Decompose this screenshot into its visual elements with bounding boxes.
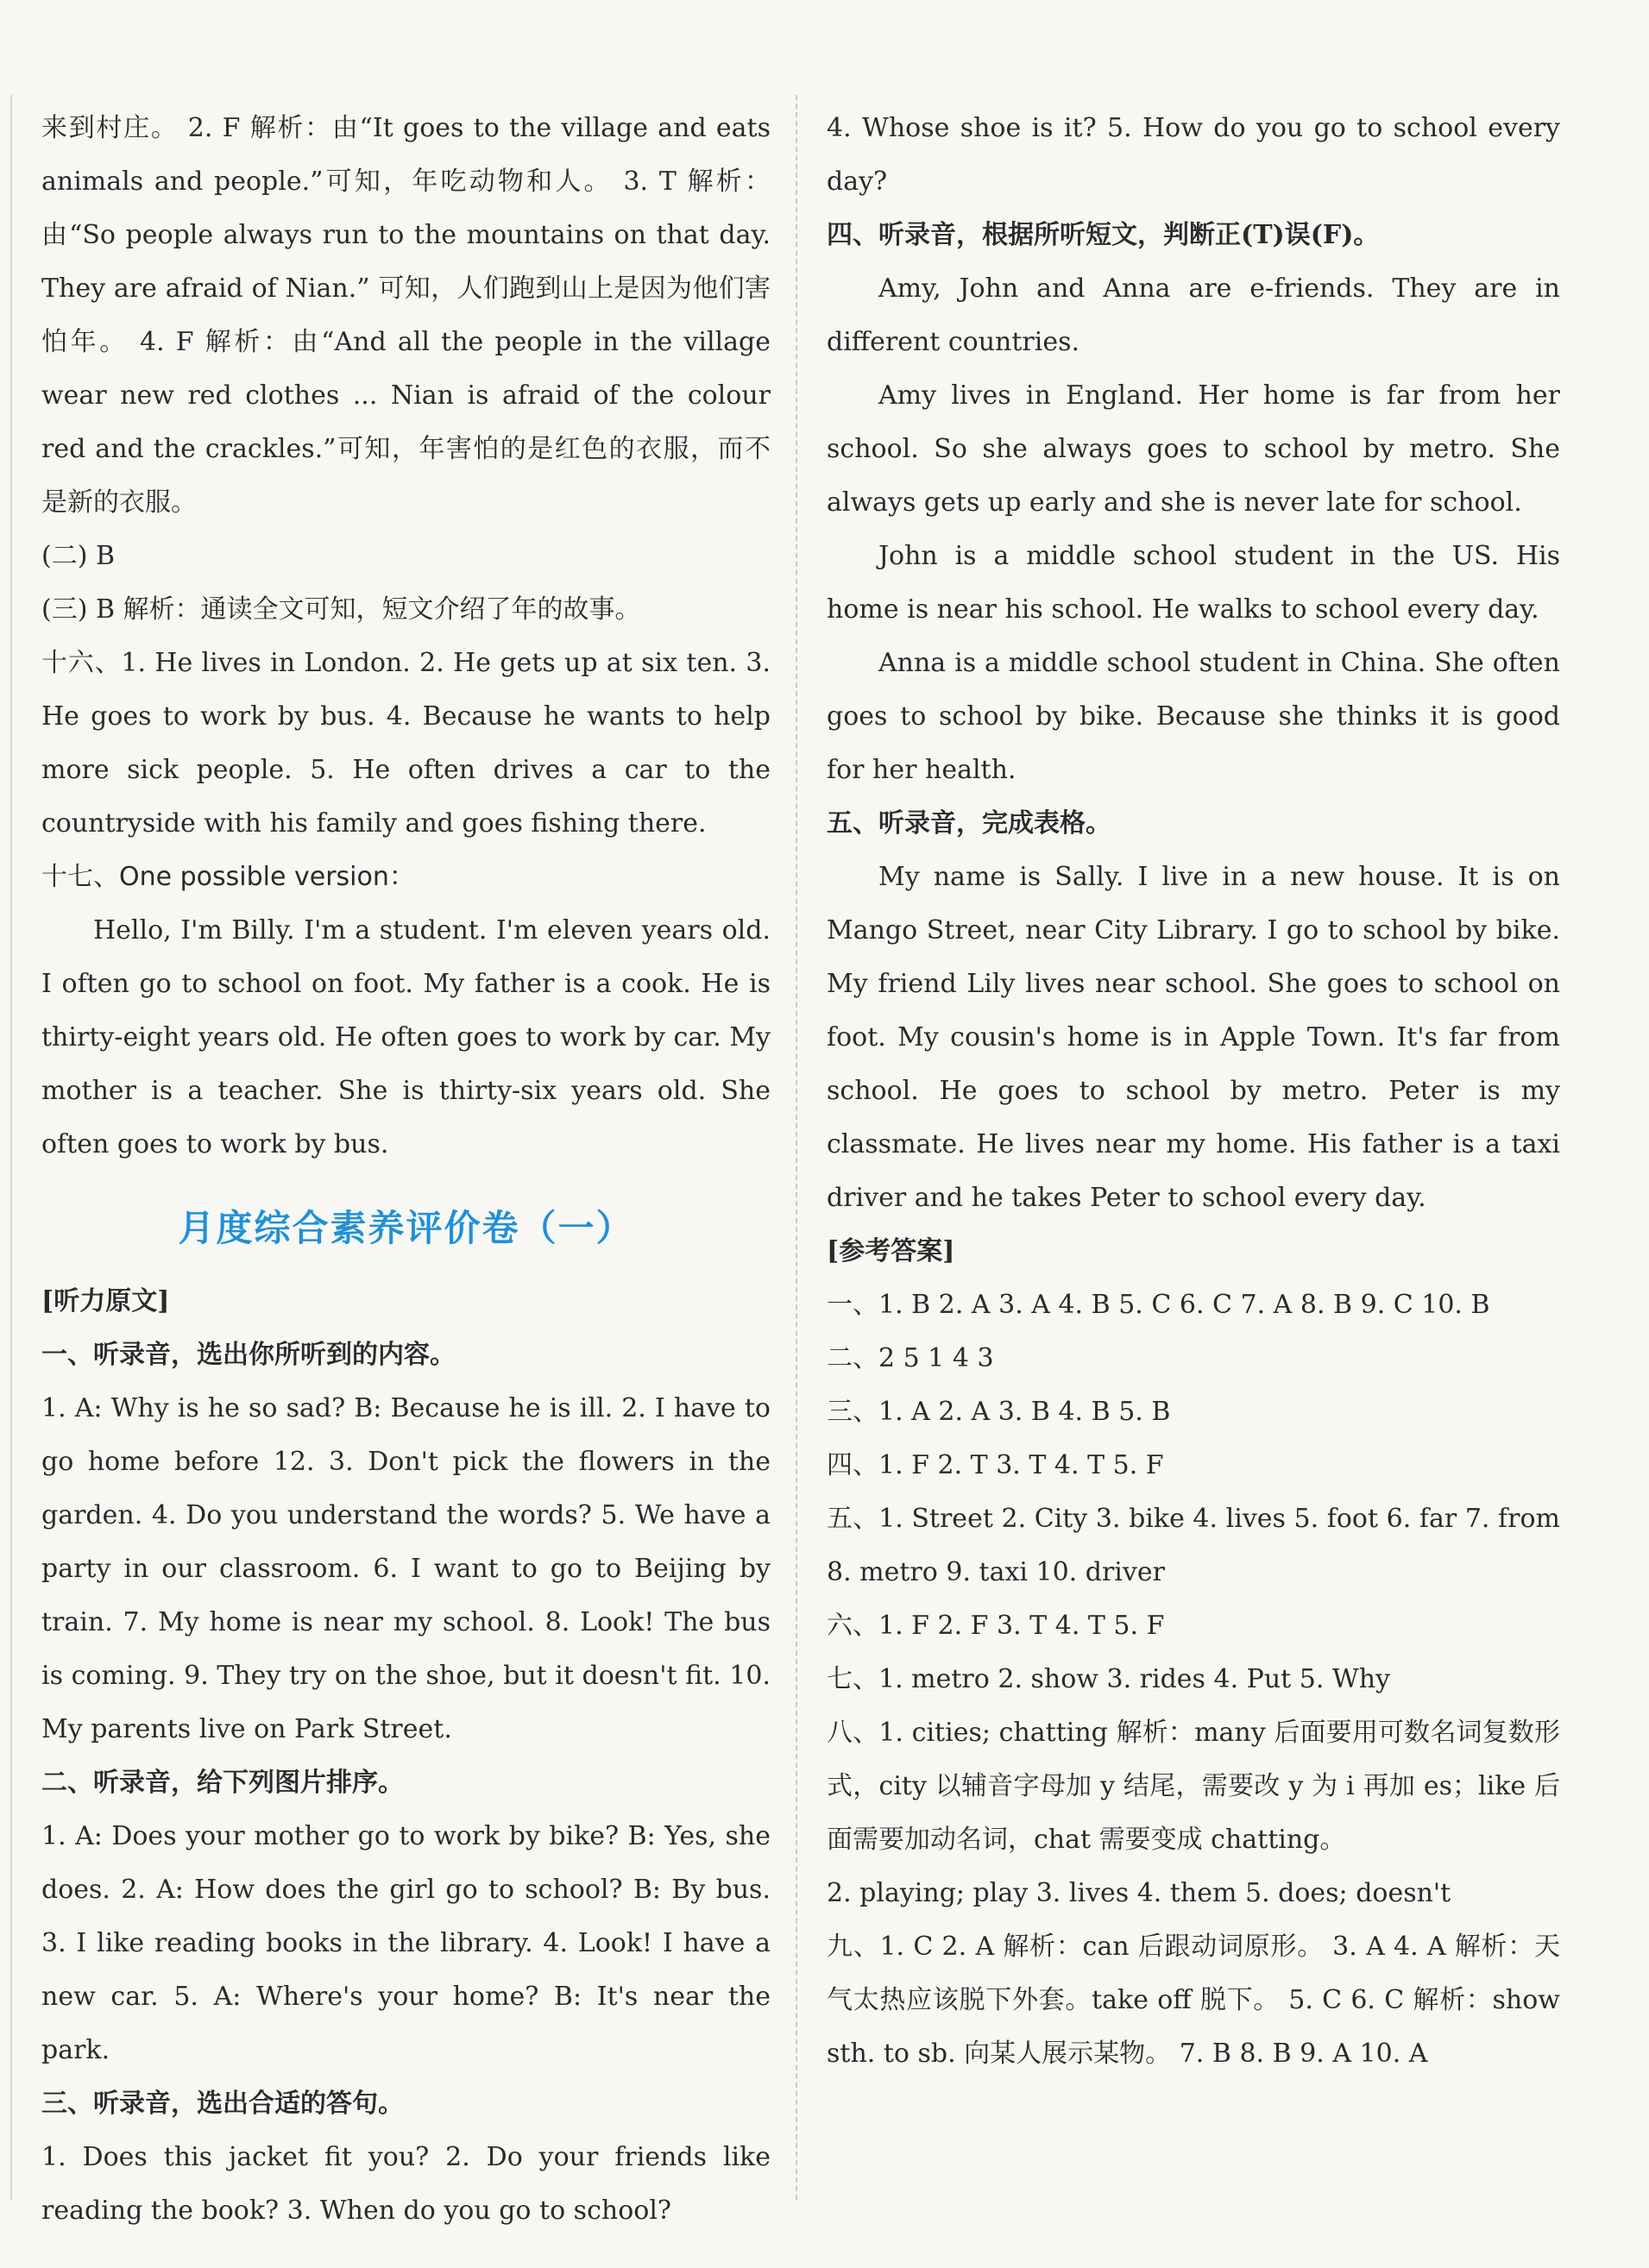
listening-part-1-title: 一、听录音，选出你所听到的内容。 <box>41 1340 456 1370</box>
listening-part-3-title: 三、听录音，选出合适的答句。 <box>41 2089 404 2119</box>
part-two-answer: (二) B <box>41 541 115 571</box>
answers-section-4: 四、1. F 2. T 3. T 4. T 5. F <box>827 1450 1164 1480</box>
column-divider <box>796 95 797 2200</box>
monthly-test-heading: 月度综合素养评价卷（一） <box>178 1207 634 1249</box>
section-16-answers: 十六、1. He lives in London. 2. He gets up at six ten. 3. He goes to work by bus. 4. Because he wants to help more sick people. 5. He often drives a car to the countryside with his family and goes fishing there. <box>41 648 771 839</box>
section-17-essay: Hello, I'm Billy. I'm a student. I'm eleven years old. I often go to school on foot. My father is a cook. He is thirty-eight years old. He often goes to work by car. My mother is a teacher. She is thirty-six years old. She often goes to work by bus. <box>41 915 771 1159</box>
listening-part-2-title: 二、听录音，给下列图片排序。 <box>41 1768 404 1798</box>
passage-paragraph-amy: Amy lives in England. Her home is far from her school. So she always goes to school by metro. She always gets up early and she is never late for school. <box>827 380 1560 518</box>
listening-part-3-script: 1. Does this jacket fit you? 2. Do your friends like reading the book? 3. When do you go to school? <box>41 2142 771 2226</box>
passage-paragraph-john: John is a middle school student in the US. His home is near his school. He walks to school every day. <box>827 541 1560 625</box>
answers-section-3: 三、1. A 2. A 3. B 4. B 5. B <box>827 1397 1171 1427</box>
answers-section-7: 七、1. metro 2. show 3. rides 4. Put 5. Why <box>827 1664 1391 1694</box>
answers-section-1: 一、1. B 2. A 3. A 4. B 5. C 6. C 7. A 8. B 9. C 10. B <box>827 1290 1490 1320</box>
page-edge-line <box>10 95 12 2200</box>
answers-section-8-cont: 2. playing; play 3. lives 4. them 5. does; doesn't <box>827 1878 1451 1908</box>
answers-section-5: 五、1. Street 2. City 3. bike 4. lives 5. foot 6. far 7. from 8. metro 9. taxi 10. driver <box>827 1504 1560 1587</box>
passage-paragraph-1: Amy, John and Anna are e-friends. They are in different countries. <box>827 273 1560 357</box>
listening-part-3-script-cont: 4. Whose shoe is it? 5. How do you go to school every day? <box>827 113 1560 197</box>
nian-story-answers: 来到村庄。 2. F 解析：由“It goes to the village and eats animals and people.”可知，年吃动物和人。 3. T 解析：由“So people always run to the mountains on that day. They are afraid of Nian.” 可知，人们跑到山上是因为他们害怕年。 4. F 解析：由“And all the people in the village wear new red clothes ... Nian is afraid of the colour red and the crackles.”可知，年害怕的是红色的衣服，而不是新的衣服。 <box>41 113 771 518</box>
right-column <box>827 102 1560 2081</box>
left-column <box>41 102 771 2238</box>
answers-section-8: 八、1. cities; chatting 解析：many 后面要用可数名词复数形式，city 以辅音字母加 y 结尾，需要改 y 为 i 再加 es；like 后面需要加动名词，chat 需要变成 chatting。 <box>827 1718 1560 1855</box>
listening-script-label: [听力原文] <box>41 1286 170 1316</box>
listening-part-1-script: 1. A: Why is he so sad? B: Because he is ill. 2. I have to go home before 12. 3. Don't pick the flowers in the garden. 4. Do you understand the words? 5. We have a party in our classroom. 6. I want to go to Beijing by train. 7. My home is near my school. 8. Look! The bus is coming. 9. They try on the shoe, but it doesn't fit. 10. My parents live on Park Street. <box>41 1393 771 1744</box>
listening-part-5-title: 五、听录音，完成表格。 <box>827 808 1111 839</box>
listening-part-4-title: 四、听录音，根据所听短文，判断正(T)误(F)。 <box>827 220 1380 250</box>
listening-part-2-script: 1. A: Does your mother go to work by bike? B: Yes, she does. 2. A: How does the girl go to school? B: By bus. 3. I like reading books in the library. 4. Look! I have a new car. 5. A: Where's your home? B: It's near the park. <box>41 1821 771 2065</box>
sally-passage: My name is Sally. I live in a new house. It is on Mango Street, near City Library. I go to school by bike. My friend Lily lives near school. She goes to school on foot. My cousin's home is in Apple Town. It's far from school. He goes to school by metro. Peter is my classmate. He lives near my home. His father is a taxi driver and he takes Peter to school every day. <box>827 862 1560 1213</box>
reference-answers-label: [参考答案] <box>827 1236 955 1266</box>
section-17-title: 十七、One possible version： <box>41 862 415 892</box>
answers-section-6: 六、1. F 2. F 3. T 4. T 5. F <box>827 1611 1165 1641</box>
answers-section-9: 九、1. C 2. A 解析：can 后跟动词原形。 3. A 4. A 解析：天气太热应该脱下外套。take off 脱下。 5. C 6. C 解析：show sth. to sb. 向某人展示某物。 7. B 8. B 9. A 10. A <box>827 1932 1560 2069</box>
answers-section-2: 二、2 5 1 4 3 <box>827 1343 994 1373</box>
passage-paragraph-anna: Anna is a middle school student in China. She often goes to school by bike. Because she thinks it is good for her health. <box>827 648 1560 785</box>
part-three-answer: (三) B 解析：通读全文可知，短文介绍了年的故事。 <box>41 594 641 625</box>
